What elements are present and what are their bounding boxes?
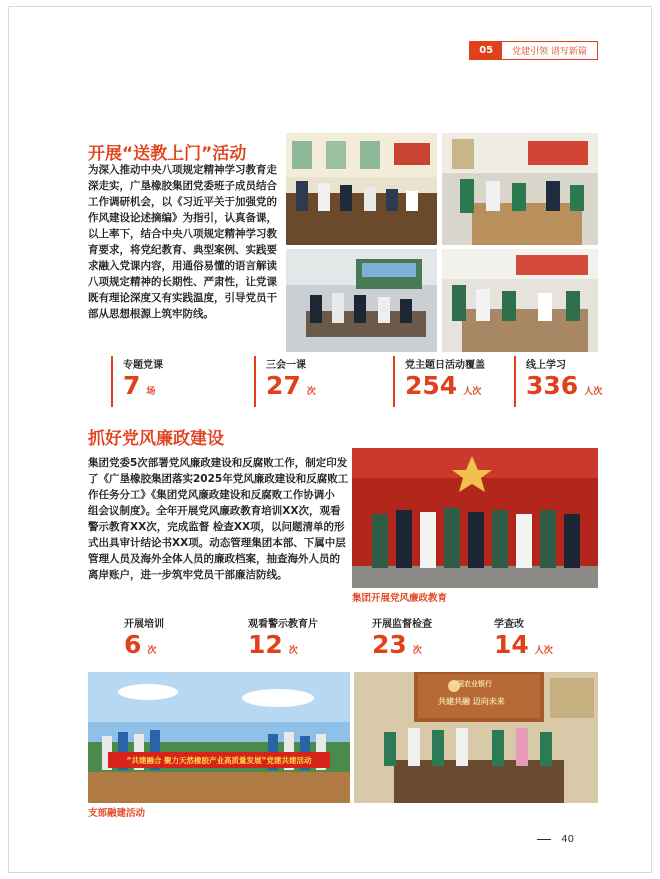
stat-unit: 人次 — [463, 387, 482, 397]
event-banner: “共建融合 聚力天然橡胶产业高质量发展”党建共建活动 — [126, 755, 312, 765]
stat-value: 27 — [266, 371, 301, 400]
stat-unit: 次 — [288, 646, 298, 656]
stat-unit: 次 — [147, 646, 157, 656]
stat-supervision-checks — [372, 615, 432, 666]
photo-caption-clean-governance: 集团开展党风廉政教育 — [352, 593, 448, 604]
stat-unit: 次 — [412, 646, 422, 656]
paragraph-line: 管理人员及海外全体人员的廉政档案，抽查海外人员的 — [88, 553, 340, 565]
paragraph-line: 求融入党课内容，用通俗易懂的语言解读 — [88, 260, 277, 272]
paragraph-line: 作任务分工》《集团党风廉政建设和反腐败工作协调小 — [88, 489, 335, 501]
stat-label: 观看警示教育片 — [248, 619, 318, 630]
stat-value: 7 — [123, 371, 141, 400]
paragraph-line: 集团党委5次部署党风廉政建设和反腐败工作，制定印发 — [88, 457, 348, 469]
photo-meeting-table — [442, 133, 598, 245]
paragraph-line: 既有理论深度又有实践温度，引导党员干 — [88, 292, 277, 304]
footer-dash — [537, 839, 551, 840]
stat-label: 三会一课 — [266, 360, 306, 371]
chapter-title: 党建引领 谱写新篇 — [512, 47, 587, 57]
section-title-send-education: 开展“送教上门”活动 — [88, 144, 247, 164]
stat-party-day-coverage — [393, 356, 485, 407]
paragraph-line: 育要求，将党纪教育、典型案例、实践要 — [88, 244, 277, 256]
photo-clean-governance-education — [352, 448, 598, 588]
paragraph-line: 离岸账户，进一步筑牢党员干部廉洁防线。 — [88, 569, 288, 581]
stat-label: 专题党课 — [123, 360, 163, 371]
page-number: 40 — [561, 834, 574, 845]
photo-joint-building-outdoor — [88, 672, 350, 803]
stat-label: 线上学习 — [526, 360, 566, 371]
paragraph-line: 式出具审计结论书XX项。动态管理集团本部、下属中层 — [88, 537, 346, 549]
bank-sign: 中国农业银行 — [450, 680, 492, 688]
stat-unit: 场 — [146, 387, 156, 397]
paragraph-line: 组会议制度》。全年开展党风廉政教育培训XX次，观看 — [88, 505, 341, 517]
chapter-number: 05 — [470, 42, 502, 59]
section-header-badge — [469, 41, 598, 60]
stat-unit: 次 — [306, 387, 316, 397]
section2-paragraph — [88, 455, 350, 583]
paragraph-line: 以上率下，结合中央八项规定精神学习教 — [88, 228, 277, 240]
stat-unit: 人次 — [534, 646, 553, 656]
photo-caption-joint-building: 支部融建活动 — [88, 808, 146, 819]
stat-value: 254 — [405, 371, 458, 400]
paragraph-line: 为深入推动中央八项规定精神学习教育走 — [88, 164, 277, 176]
photo-lecture-classroom — [286, 133, 437, 245]
page-footer — [537, 834, 574, 845]
wall-slogan: 共建共融 迈向未来 — [438, 697, 505, 706]
photo-conference-room — [286, 249, 437, 352]
stat-value: 6 — [124, 630, 142, 659]
paragraph-line: 作风建设论述摘编》为指引，认真备课， — [88, 212, 277, 224]
paragraph-line: 警示教育XX次，完成监督 检查XX项，以问题清单的形 — [88, 521, 345, 533]
stat-three-meetings — [254, 356, 316, 407]
stat-warning-films — [248, 615, 318, 666]
stat-value: 14 — [494, 630, 529, 659]
stat-trainings — [124, 615, 164, 666]
stat-value: 12 — [248, 630, 283, 659]
stat-unit: 人次 — [584, 387, 603, 397]
stat-label: 开展培训 — [124, 619, 164, 630]
stat-online-learning — [514, 356, 602, 407]
photo-discussion-room — [442, 249, 598, 352]
stat-label: 党主题日活动覆盖 — [405, 360, 485, 371]
paragraph-line: 了《广垦橡胶集团落实2025年党风廉政建设和反腐败工 — [88, 473, 349, 485]
photo-bank-meeting — [354, 672, 598, 803]
stat-value: 336 — [526, 371, 579, 400]
stat-label: 学查改 — [494, 619, 524, 630]
section1-paragraph — [88, 162, 283, 322]
paragraph-line: 部从思想根源上筑牢防线。 — [88, 308, 214, 320]
paragraph-line: 工作调研机会，以《习近平关于加强党的 — [88, 196, 277, 208]
stat-value: 23 — [372, 630, 407, 659]
paragraph-line: 深走实，广垦橡胶集团党委班子成员结合 — [88, 180, 277, 192]
section-title-clean-governance: 抓好党风廉政建设 — [88, 429, 224, 449]
stat-study-check-correct — [494, 615, 553, 666]
stat-topic-lectures — [111, 356, 163, 407]
paragraph-line: 八项规定精神的长期性、严肃性，让党课 — [88, 276, 277, 288]
stat-label: 开展监督检查 — [372, 619, 432, 630]
